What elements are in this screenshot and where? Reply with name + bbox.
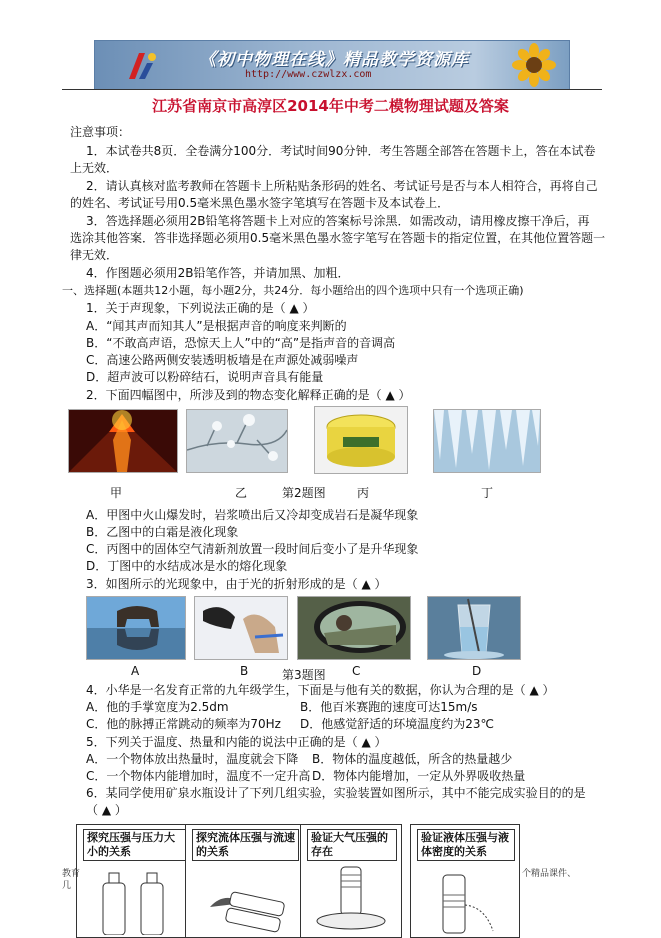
bottle-icon <box>95 865 175 935</box>
logo-icon <box>125 49 159 81</box>
pierced-bottle-icon <box>427 865 507 935</box>
experiment-label: 验证液体压强与液体密度的关系 <box>417 829 515 861</box>
section-heading: 一、选择题(本题共12小题，每小题2分，共24分．每小题给出的四个选项中只有一个选项正确) <box>62 284 524 297</box>
q2-option-d: D．丁图中的水结成冰是水的熔化现象 <box>86 559 288 573</box>
q5-option-a: A．一个物体放出热量时，温度就会下降 <box>86 752 299 766</box>
q1-stem: 1．关于声现象，下列说法正确的是（ ▲ ） <box>86 301 315 315</box>
q4-option-c: C．他的脉搏正常跳动的频率为70Hz <box>86 717 281 731</box>
q2-option-b: B．乙图中的白霜是液化现象 <box>86 525 239 539</box>
fig3-label-b: B <box>240 664 249 678</box>
car-mirror-image <box>297 596 411 660</box>
banner-title: 《初中物理在线》精品教学资源库 <box>199 50 469 70</box>
fig3-label-d: D <box>472 664 482 678</box>
header-rule <box>62 89 602 90</box>
glass-water-image <box>427 596 521 660</box>
q5-stem: 5．下列关于温度、热量和内能的说法中正确的是（ ▲ ） <box>86 735 387 749</box>
footer-text-right: 个精品课件、 <box>522 869 577 879</box>
notice-line: 2．请认真核对监考教师在答题卡上所粘贴条形码的姓名、考试证号是否与本人相符合，再将自己 <box>86 179 598 193</box>
q5-option-c: C．一个物体内能增加时，温度不一定升高 <box>86 769 311 783</box>
q1-option-b: B．“不敢高声语，恐惊天上人”中的“高”是指声音的音调高 <box>86 336 396 350</box>
sunflower-icon <box>509 43 559 87</box>
notice-line: 1．本试卷共8页．全卷满分100分．考试时间90分钟．考生答题全部答在答题卡上，答在本试卷 <box>86 144 596 158</box>
experiment-panel <box>410 824 520 938</box>
fig2-label-jia: 甲 <box>110 486 123 500</box>
q6-stem: 6．某同学使用矿泉水瓶设计了下列几组实验，实验装置如图所示，其中不能完成实验目的的是 <box>86 786 586 800</box>
experiment-label: 探究压强与压力大小的关系 <box>83 829 188 861</box>
notice-line: 的姓名、考试证号用0.5毫米黑色墨水签字笔填写在答题卡及本试卷上． <box>70 196 450 210</box>
experiment-label: 验证大气压强的存在 <box>307 829 397 861</box>
notice-heading: 注意事项： <box>70 125 131 139</box>
notice-line: 律无效． <box>70 248 119 262</box>
notice-line: 选涂其他答案．答非选择题必须用0.5毫米黑色墨水签字笔写在答题卡的指定位置，在其他位置答题一 <box>70 231 606 245</box>
experiment-label: 探究流体压强与流速的关系 <box>192 829 299 861</box>
q4-option-a: A．他的手掌宽度为2.5dm <box>86 700 229 714</box>
fig2-label-bing: 丙 <box>357 486 370 500</box>
notice-line: 4．作图题必须用2B铅笔作答，并请加黑、加粗． <box>86 266 350 280</box>
q2-option-c: C．丙图中的固体空气清新剂放置一段时间后变小了是升华现象 <box>86 542 419 556</box>
elephant-reflection-image <box>86 596 186 660</box>
experiment-panel <box>76 824 193 938</box>
inverted-bottle-icon <box>311 865 391 935</box>
q1-option-d: D．超声波可以粉碎结石，说明声音具有能量 <box>86 370 324 384</box>
q6-stem-cont: （ ▲ ） <box>86 803 127 817</box>
q3-stem: 3．如图所示的光现象中，由于光的折射形成的是（ ▲ ） <box>86 577 387 591</box>
hand-shadow-image <box>194 596 288 660</box>
frost-image <box>186 409 288 473</box>
notice-line: 上无效． <box>70 161 119 175</box>
q2-option-a: A．甲图中火山爆发时，岩浆喷出后又冷却变成岩石是凝华现象 <box>86 508 419 522</box>
q5-option-b: B．物体的温度越低，所含的热量越少 <box>312 752 513 766</box>
footer-text-left: 教育 <box>62 869 81 879</box>
q2-stem: 2．下面四幅图中，所涉及到的物态变化解释正确的是（ ▲ ） <box>86 388 411 402</box>
header-banner <box>94 40 570 90</box>
q5-option-d: D．物体内能增加，一定从外界吸收热量 <box>312 769 526 783</box>
fig3-label-c: C <box>352 664 361 678</box>
experiment-panel <box>300 824 402 938</box>
fig2-label-ding: 丁 <box>481 486 494 500</box>
blowing-bottles-icon <box>200 869 290 933</box>
air-freshener-image <box>314 406 408 474</box>
ice-image <box>433 409 541 473</box>
q1-option-a: A．“闻其声而知其人”是根据声音的响度来判断的 <box>86 319 347 333</box>
volcano-image <box>68 409 178 473</box>
document-title: 江苏省南京市高淳区2014年中考二模物理试题及答案 <box>152 97 509 115</box>
fig3-label-a: A <box>131 664 140 678</box>
q1-option-c: C．高速公路两侧安装透明板墙是在声源处减弱噪声 <box>86 353 359 367</box>
fig2-caption: 第2题图 <box>282 486 326 500</box>
fig2-label-yi: 乙 <box>235 486 248 500</box>
notice-line: 3．答选择题必须用2B铅笔将答题卡上对应的答案标号涂黑．如需改动，请用橡皮擦干净后，再 <box>86 214 590 228</box>
fig3-caption: 第3题图 <box>282 668 326 682</box>
q4-stem: 4．小华是一名发育正常的九年级学生，下面是与他有关的数据，你认为合理的是（ ▲ ） <box>86 683 555 697</box>
experiment-panel <box>185 824 304 938</box>
q4-option-b: B．他百米赛跑的速度可达15m/s <box>300 700 478 714</box>
q4-option-d: D．他感觉舒适的环境温度约为23℃ <box>300 717 494 731</box>
footer-text-left2: 几 <box>62 881 72 891</box>
banner-url[interactable]: http://www.czwlzx.com <box>245 69 372 80</box>
